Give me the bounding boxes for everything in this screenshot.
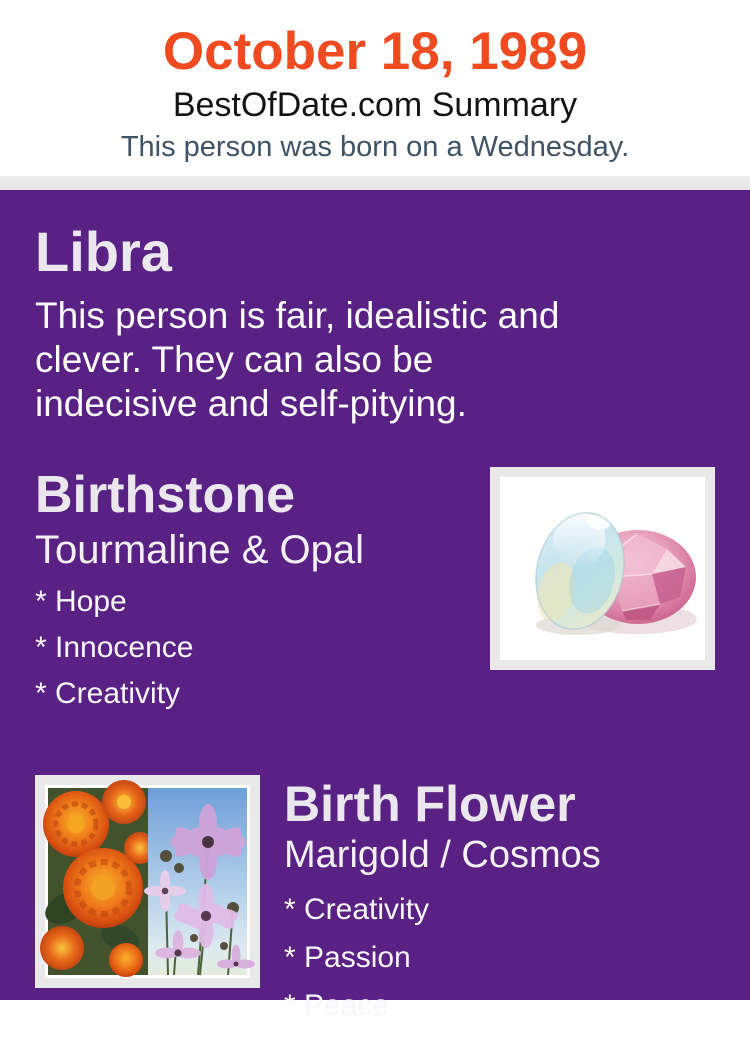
birthstone-section	[35, 467, 715, 722]
date-title: October 18, 1989	[162, 22, 588, 81]
opal-tourmaline-illustration	[502, 479, 703, 658]
birthstone-names: Tourmaline & Opal	[35, 527, 365, 572]
birthstone-photo	[490, 467, 715, 670]
summary-body	[0, 190, 750, 1023]
birth-flower-trait: * Peace	[284, 989, 390, 1023]
zodiac-heading: Libra	[35, 220, 172, 283]
site-summary-title: BestOfDate.com Summary	[172, 85, 578, 124]
born-on-weekday-text: This person was born on a Wednesday.	[120, 131, 630, 164]
birthstone-trait: * Creativity	[35, 676, 181, 710]
birth-flower-text	[284, 775, 601, 1037]
zodiac-description: This person is fair, idealistic and clever. They can also be indecisive and self-pitying.	[35, 295, 560, 424]
birth-flower-trait-list	[284, 893, 601, 1022]
birth-flower-photo	[35, 775, 260, 988]
header	[0, 0, 750, 176]
divider-bar	[0, 176, 750, 190]
birth-flower-trait: * Creativity	[284, 893, 430, 927]
birthstone-trait: * Innocence	[35, 630, 194, 664]
zodiac-section	[35, 220, 715, 425]
birthstone-heading: Birthstone	[35, 466, 295, 525]
birthstone-text	[35, 467, 364, 722]
marigold-cosmos-illustration	[48, 788, 247, 975]
birth-flower-names: Marigold / Cosmos	[284, 833, 601, 876]
birth-flower-section	[35, 775, 715, 1037]
birth-flower-trait: * Passion	[284, 941, 411, 975]
birthstone-trait: * Hope	[35, 584, 127, 618]
birthstone-trait-list	[35, 585, 364, 710]
birth-flower-heading: Birth Flower	[284, 775, 576, 832]
